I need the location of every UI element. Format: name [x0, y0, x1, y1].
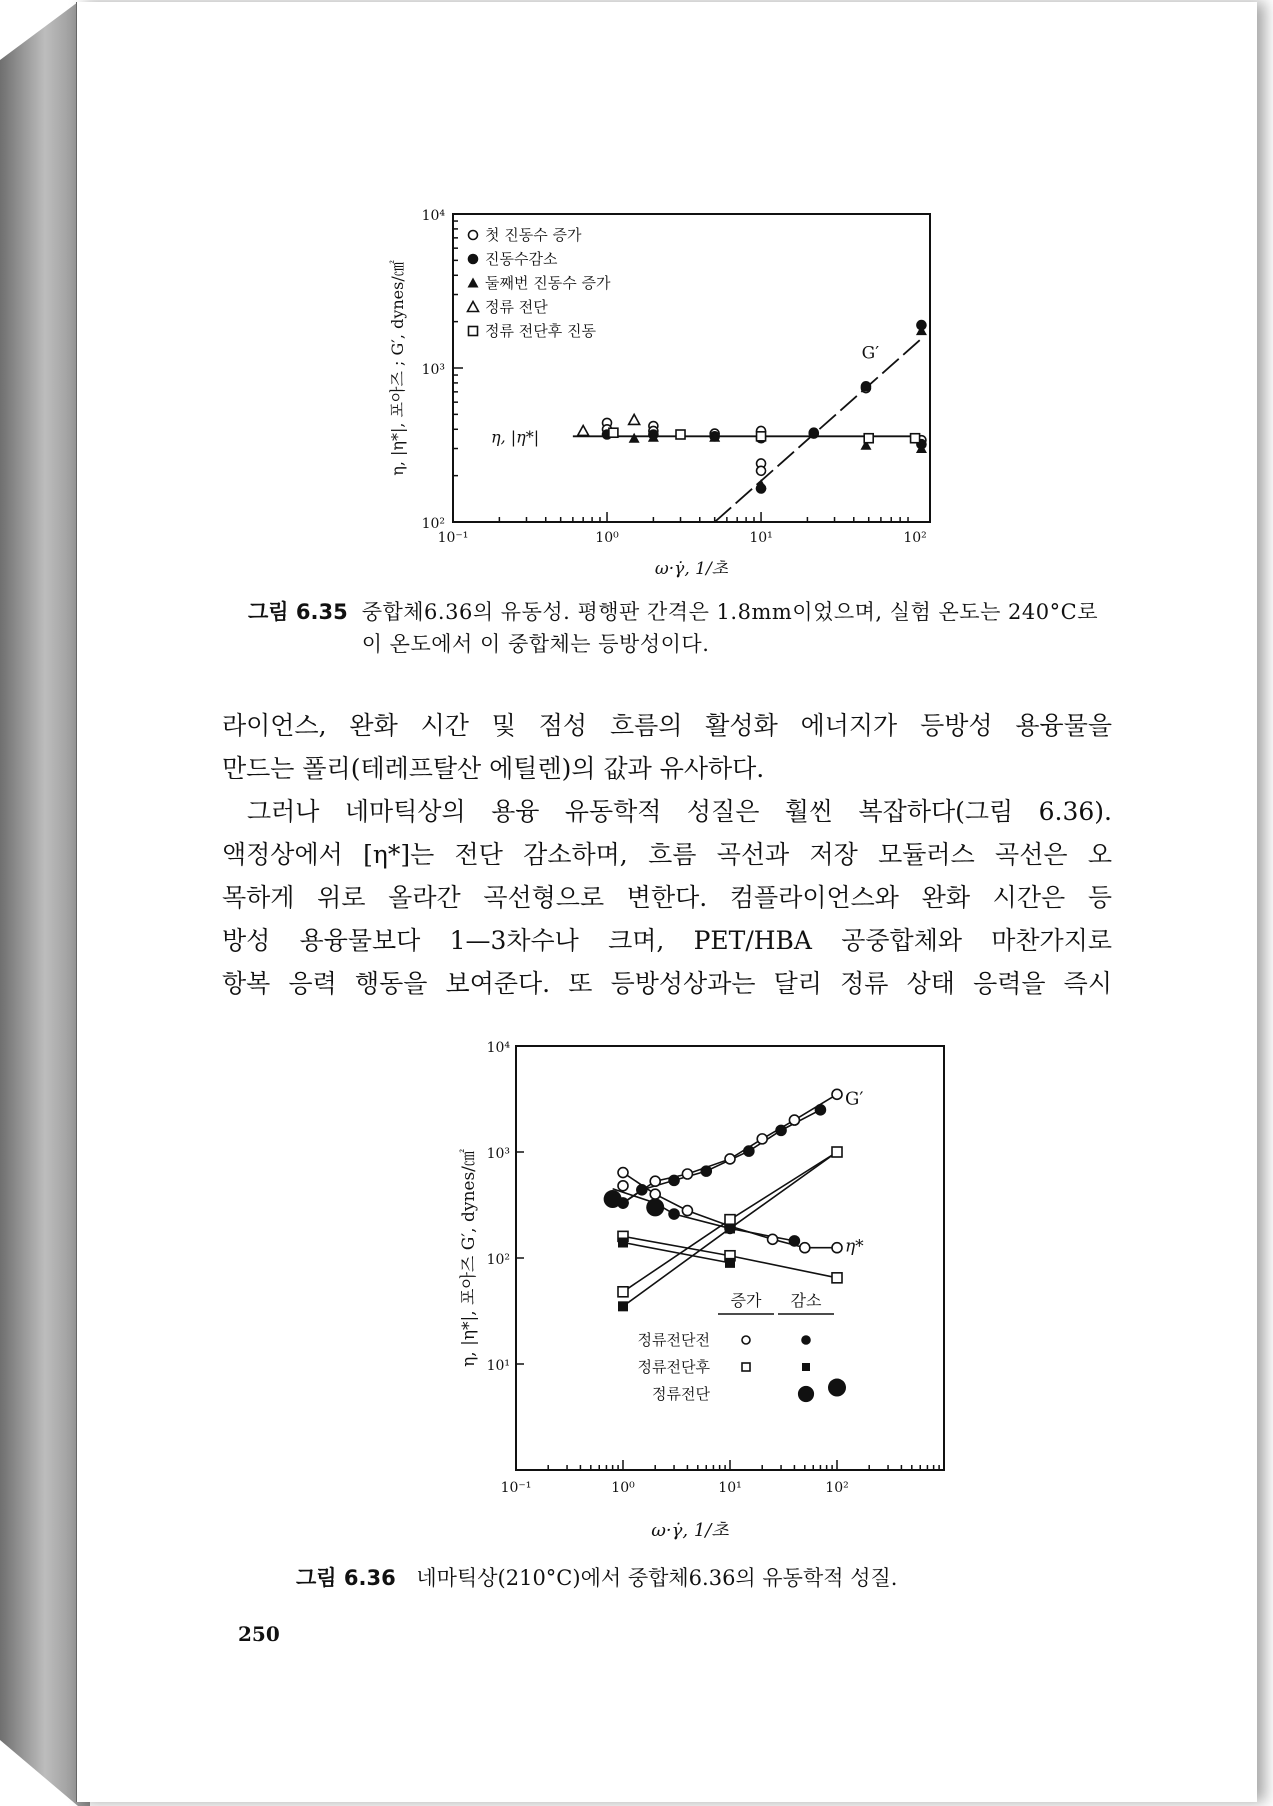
data-point-filled-square: [618, 1301, 628, 1311]
figure-6-36: [444, 1030, 964, 1550]
body-line: 라이언스, 완화 시간 및 점성 흐름의 활성화 에너지가 등방성 용융물을: [222, 711, 1112, 740]
data-point-open-square: [609, 428, 618, 437]
figure-number: 그림 6.35: [248, 600, 348, 624]
data-point-open-square: [469, 327, 478, 336]
legend-row-label: 정류전단: [652, 1385, 710, 1403]
data-point-filled-square: [725, 1223, 735, 1233]
legend-header-decrease: 감소: [790, 1291, 822, 1310]
data-point-open-circle: [618, 1181, 628, 1191]
data-point-open-circle: [832, 1243, 842, 1253]
data-point-filled-circle: [776, 1125, 786, 1135]
data-point-open-circle: [469, 231, 478, 240]
page-number: 250: [238, 1622, 280, 1646]
data-point-open-circle: [725, 1154, 735, 1164]
body-text: [222, 704, 1112, 1005]
data-point-filled-circle: [789, 1236, 799, 1246]
data-point-filled-circle: [809, 429, 818, 438]
data-point-open-circle: [650, 1189, 660, 1199]
y-tick-label: 10³: [486, 1146, 510, 1162]
legend-label: 첫 진동수 증가: [485, 226, 582, 244]
y-tick-label: 10¹: [486, 1358, 510, 1374]
body-line: 방성 용융물보다 1—3차수나 크며, PET/HBA 공중합체와 마찬가지로: [222, 926, 1112, 955]
data-point-open-circle: [789, 1115, 799, 1125]
data-point-open-square: [832, 1273, 842, 1283]
legend-label: 진동수감소: [485, 250, 558, 268]
data-point-filled-circle: [669, 1209, 679, 1219]
data-point-open-triangle: [468, 302, 479, 312]
data-point-open-circle: [768, 1234, 778, 1244]
data-point-filled-square: [725, 1258, 735, 1268]
data-point-open-circle: [650, 1176, 660, 1186]
body-line: 만드는 폴리(테레프탈산 에틸렌)의 값과 유사하다.: [222, 754, 765, 783]
data-point-open-square: [618, 1287, 628, 1297]
data-point-open-square: [864, 434, 873, 443]
data-point-open-square: [832, 1147, 842, 1157]
g-prime-curve-label: G′: [845, 1088, 864, 1110]
x-tick-label: 10⁰: [611, 1480, 635, 1496]
x-tick-label: 10¹: [718, 1480, 742, 1496]
data-point-large-filled-circle: [798, 1386, 814, 1402]
figure-6-35: [380, 198, 940, 590]
data-point-filled-circle: [802, 1336, 810, 1344]
caption-text: 중합체6.36의 유동성. 평행판 간격은 1.8mm이었으며, 실험 온도는 240°C로 이 온도에서 이 중합체는 등방성이다.: [361, 600, 1098, 656]
y-tick-label: 10²: [486, 1252, 510, 1268]
g-prime-curve-label: G′: [861, 343, 880, 364]
data-point-filled-triangle: [468, 278, 479, 288]
data-point-filled-circle: [637, 1185, 647, 1195]
body-line: 그러나 네마틱상의 용융 유동학적 성질은 훨씬 복잡하다(그림 6.36).: [247, 797, 1112, 826]
data-point-filled-circle: [815, 1105, 825, 1115]
x-tick-label: 10²: [825, 1480, 849, 1496]
data-point-open-square: [757, 432, 766, 441]
x-tick-label: 10²: [903, 530, 927, 546]
data-point-open-triangle: [578, 425, 589, 435]
data-point-open-square: [676, 430, 685, 439]
data-point-filled-square: [802, 1363, 810, 1371]
data-point-large-filled-circle: [646, 1198, 664, 1216]
data-point-open-circle: [682, 1169, 692, 1179]
data-point-open-circle: [742, 1336, 750, 1344]
data-point-filled-square: [618, 1238, 628, 1248]
data-point-open-circle: [757, 466, 766, 475]
y-axis-label: η, |η*|, 포아즈 G′, dynes/㎠: [459, 1149, 479, 1367]
data-point-open-circle: [832, 1089, 842, 1099]
figure-6-35-caption: [248, 596, 1110, 660]
legend-row-label: 정류전단전: [637, 1331, 710, 1349]
legend-label: 둘째번 진동수 증가: [485, 274, 611, 292]
data-point-filled-circle: [669, 1175, 679, 1185]
y-axis-label: η, |η*|, 포아즈 ; G′, dynes/㎠: [388, 260, 407, 476]
x-axis-label: ω·γ̇, 1/초: [654, 559, 729, 579]
y-tick-label: 10³: [421, 362, 445, 378]
eta-curve-label: η, |η*|: [491, 427, 540, 447]
data-point-filled-circle: [861, 382, 870, 391]
legend-header-increase: 증가: [730, 1291, 762, 1310]
y-tick-label: 10²: [421, 516, 445, 532]
data-point-filled-circle: [469, 255, 478, 264]
data-point-filled-circle: [701, 1166, 711, 1176]
data-point-open-circle: [682, 1206, 692, 1216]
data-point-open-square: [742, 1363, 750, 1371]
data-point-large-filled-circle: [828, 1379, 846, 1397]
data-point-open-circle: [757, 1134, 767, 1144]
legend-label: 정류 전단: [485, 298, 548, 316]
y-tick-label: 10⁴: [486, 1040, 510, 1056]
data-point-open-square: [911, 434, 920, 443]
legend-row-label: 정류전단후: [637, 1358, 710, 1376]
x-tick-label: 10⁰: [595, 530, 619, 546]
data-point-filled-triangle: [629, 433, 640, 443]
x-axis-label: ω·γ̇, 1/초: [651, 1520, 729, 1541]
x-tick-label: 10⁻¹: [500, 1480, 532, 1496]
eta-star-curve-label: η*: [845, 1236, 864, 1257]
body-line: 항복 응력 행동을 보여준다. 또 등방성상과는 달리 정류 상태 응력을 즉시: [222, 969, 1112, 998]
data-point-large-filled-circle: [604, 1190, 622, 1208]
y-tick-label: 10⁴: [421, 208, 445, 224]
figure-6-36-caption: [296, 1562, 1096, 1594]
x-tick-label: 10¹: [749, 530, 773, 546]
figure-6-35-plot: [380, 198, 940, 590]
x-tick-label: 10⁻¹: [437, 530, 469, 546]
figure-6-36-plot: [444, 1030, 964, 1550]
figure-number: 그림 6.36: [296, 1566, 396, 1590]
caption-text: 네마틱상(210°C)에서 중합체6.36의 유동학적 성질.: [416, 1566, 898, 1590]
data-point-open-circle: [618, 1168, 628, 1178]
body-line: 액정상에서 [η*]는 전단 감소하며, 흐름 곡선과 저장 모듈러스 곡선은 오: [222, 840, 1112, 869]
data-point-open-circle: [800, 1243, 810, 1253]
legend-label: 정류 전단후 진동: [485, 322, 596, 340]
body-line: 목하게 위로 올라간 곡선형으로 변한다. 컴플라이언스와 완화 시간은 등: [222, 883, 1112, 912]
data-point-open-square: [725, 1215, 735, 1225]
data-point-filled-circle: [744, 1146, 754, 1156]
data-point-open-triangle: [629, 414, 640, 424]
